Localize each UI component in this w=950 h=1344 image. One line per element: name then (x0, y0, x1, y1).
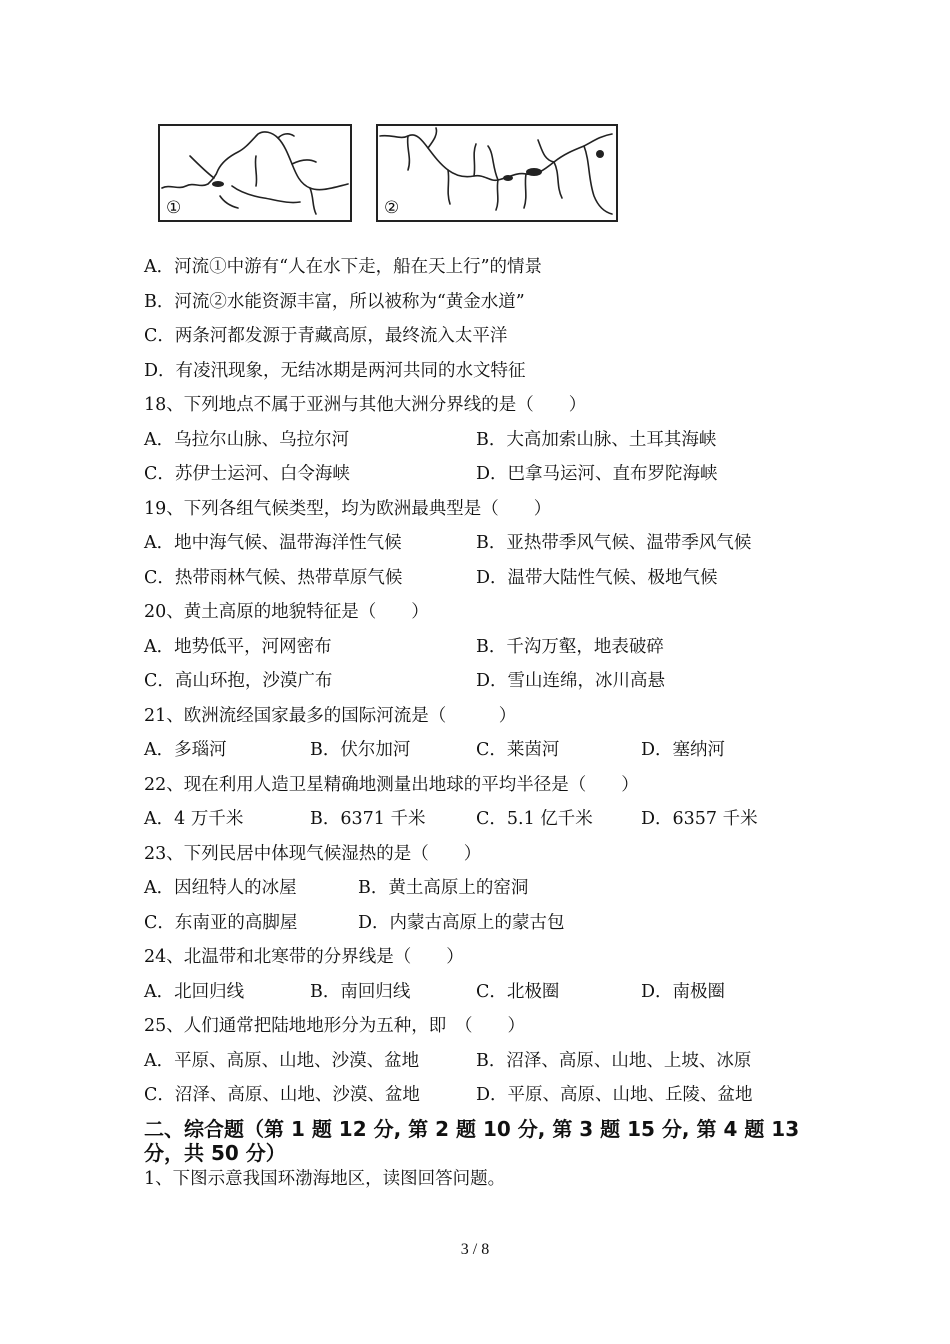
yangtze-river-map-drawing (378, 126, 616, 220)
page-number: 3 / 8 (460, 1241, 490, 1258)
q25-option-a: A．平原、高原、山地、沙漠、盆地 (144, 1051, 420, 1071)
q25-option-d: D．平原、高原、山地、丘陵、盆地 (476, 1085, 753, 1105)
q18-option-a: A．乌拉尔山脉、乌拉尔河 (144, 430, 350, 450)
q19-option-b: B．亚热带季风气候、温带季风气候 (476, 533, 752, 553)
map-yangtze-river (376, 124, 618, 222)
map-label-2: ② (384, 198, 400, 218)
q21-stem: 21、欧洲流经国家最多的国际河流是（ ） (144, 706, 517, 726)
q22-option-c: C．5.1 亿千米 (476, 809, 593, 829)
q22-option-a: A．4 万千米 (144, 809, 244, 829)
q23-option-c: C．东南亚的高脚屋 (144, 913, 298, 933)
q21-option-c: C．莱茵河 (476, 740, 560, 760)
section-2-heading: 二、综合题（第 1 题 12 分, 第 2 题 10 分, 第 3 题 15 分, 第 4 题 13 分，共 50 分） (144, 1117, 800, 1165)
q23-option-d: D．内蒙古高原上的蒙古包 (358, 913, 565, 933)
map-yellow-river (158, 124, 352, 222)
q19-option-d: D．温带大陆性气候、极地气候 (476, 568, 718, 588)
q22-option-d: D．6357 千米 (641, 809, 758, 829)
q21-option-a: A．多瑙河 (144, 740, 227, 760)
q19-stem: 19、下列各组气候类型，均为欧洲最典型是（ ） (144, 499, 552, 519)
q20-option-b: B．千沟万壑，地表破碎 (476, 637, 664, 657)
river-maps-figure (158, 124, 618, 224)
q24-option-b: B．南回归线 (310, 982, 411, 1002)
q20-option-c: C．高山环抱，沙漠广布 (144, 671, 333, 691)
q19-option-a: A．地中海气候、温带海洋性气候 (144, 533, 402, 553)
q23-stem: 23、下列民居中体现气候湿热的是（ ） (144, 844, 482, 864)
q24-option-d: D．南极圈 (641, 982, 726, 1002)
q18-option-c: C．苏伊士运河、白令海峡 (144, 464, 350, 484)
q17-option-d: D．有凌汛现象，无结冰期是两河共同的水文特征 (144, 361, 526, 381)
q25-stem: 25、人们通常把陆地地形分为五种，即 （ ） (144, 1016, 526, 1036)
q24-option-a: A．北回归线 (144, 982, 245, 1002)
q23-option-a: A．因纽特人的冰屋 (144, 878, 297, 898)
q21-option-b: B．伏尔加河 (310, 740, 411, 760)
q24-stem: 24、北温带和北寒带的分界线是（ ） (144, 947, 464, 967)
q18-option-d: D．巴拿马运河、直布罗陀海峡 (476, 464, 718, 484)
yellow-river-map-drawing (160, 126, 350, 220)
q25-option-c: C．沼泽、高原、山地、沙漠、盆地 (144, 1085, 420, 1105)
q24-option-c: C．北极圈 (476, 982, 560, 1002)
map-label-1: ① (166, 198, 182, 218)
q20-stem: 20、黄土高原的地貌特征是（ ） (144, 602, 429, 622)
section-2-question-1: 1、下图示意我国环渤海地区，读图回答问题。 (144, 1169, 506, 1189)
q18-option-b: B．大高加索山脉、土耳其海峡 (476, 430, 717, 450)
q19-option-c: C．热带雨林气候、热带草原气候 (144, 568, 403, 588)
q20-option-a: A．地势低平，河网密布 (144, 637, 332, 657)
q17-option-c: C．两条河都发源于青藏高原，最终流入太平洋 (144, 326, 508, 346)
q18-stem: 18、下列地点不属于亚洲与其他大洲分界线的是（ ） (144, 395, 587, 415)
q20-option-d: D．雪山连绵，冰川高悬 (476, 671, 666, 691)
q25-option-b: B．沼泽、高原、山地、上坡、冰原 (476, 1051, 752, 1071)
q22-option-b: B．6371 千米 (310, 809, 426, 829)
q17-option-b: B．河流②水能资源丰富，所以被称为“黄金水道” (144, 292, 525, 312)
q23-option-b: B．黄土高原上的窑洞 (358, 878, 529, 898)
q17-option-a: A．河流①中游有“人在水下走，船在天上行”的情景 (144, 257, 543, 277)
q22-stem: 22、现在利用人造卫星精确地测量出地球的平均半径是（ ） (144, 775, 639, 795)
q21-option-d: D．塞纳河 (641, 740, 726, 760)
